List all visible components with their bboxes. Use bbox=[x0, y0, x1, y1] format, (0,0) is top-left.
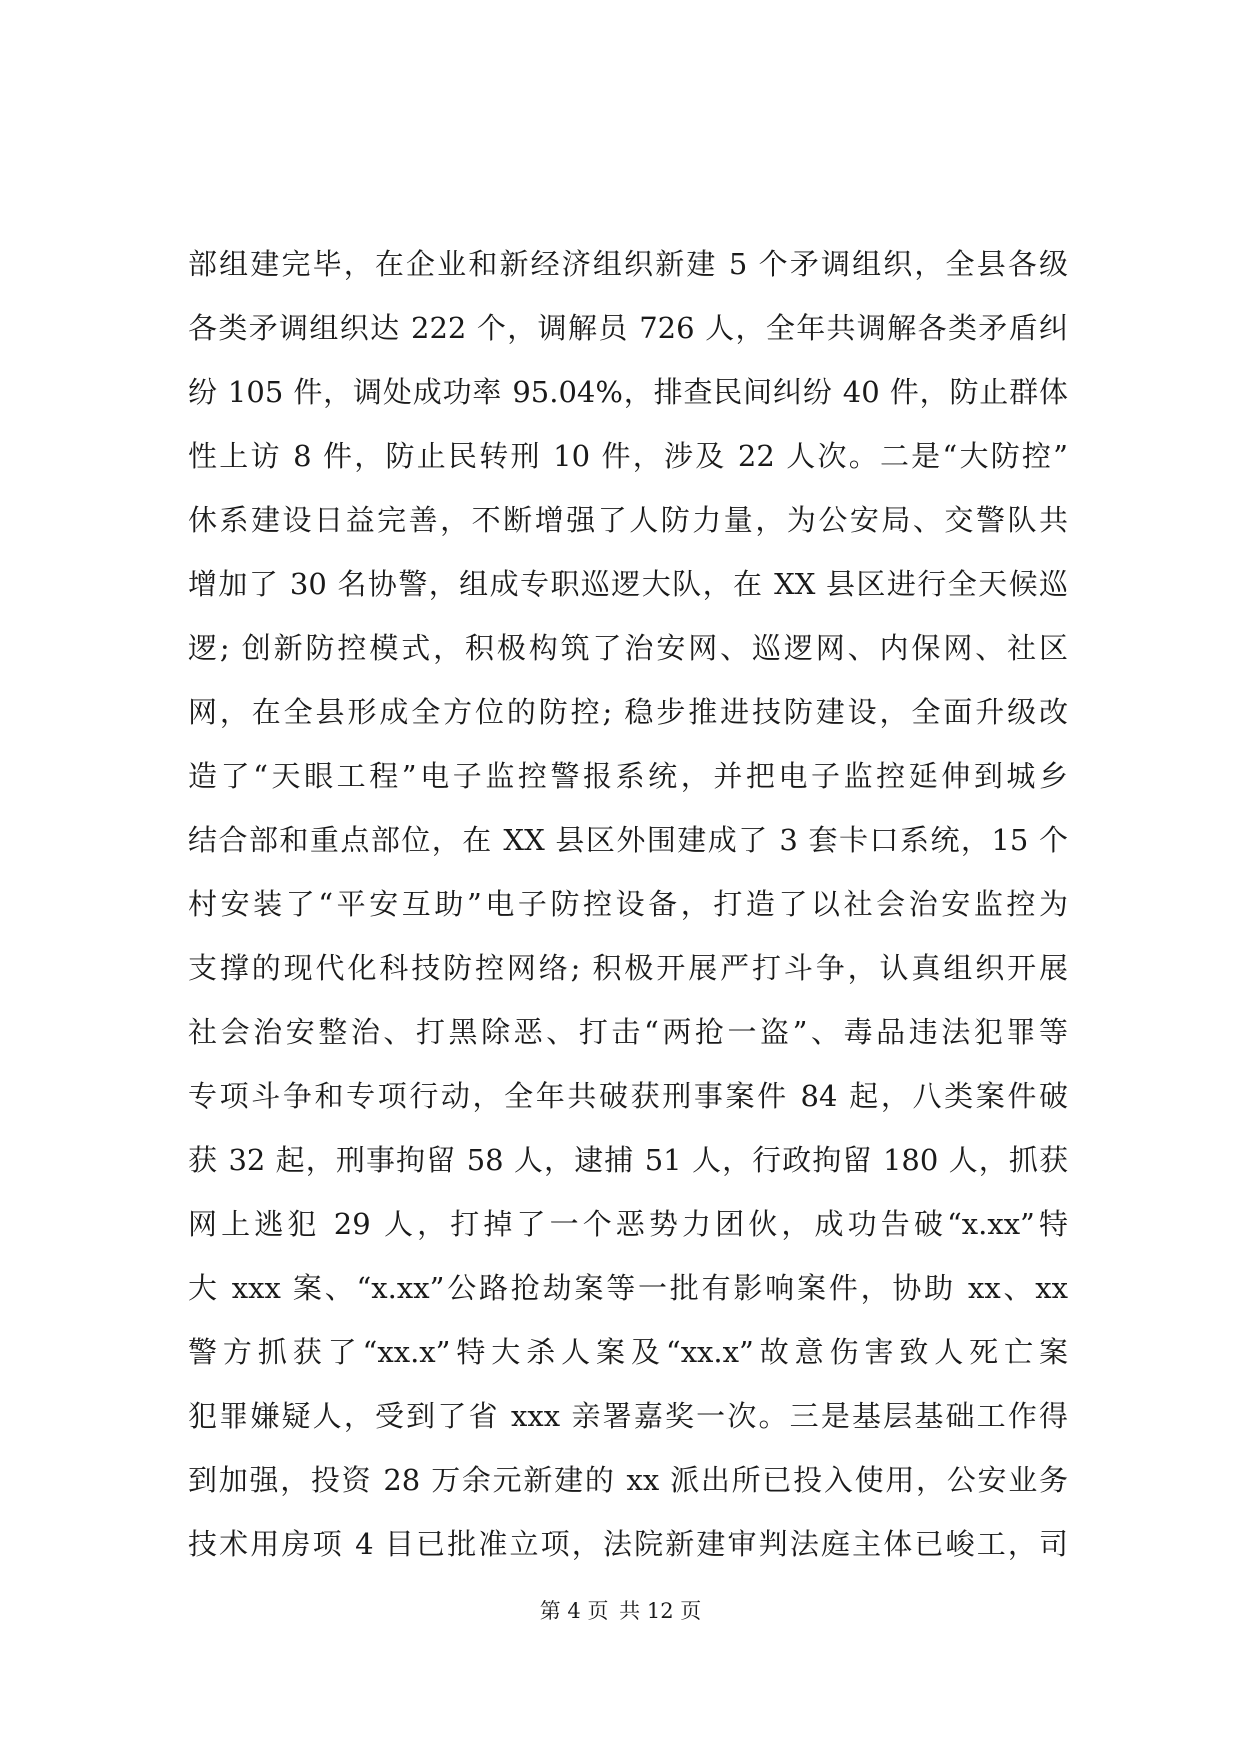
text-line: 性上访 8 件，防止民转刑 10 件，涉及 22 人次。二是“大防控” bbox=[188, 439, 1068, 473]
page-number: 第 4 页 bbox=[539, 1599, 609, 1623]
text-line: 各类矛调组织达 222 个，调解员 726 人，全年共调解各类矛盾纠 bbox=[188, 311, 1068, 345]
text-line: 结合部和重点部位，在 XX 县区外围建成了 3 套卡口系统，15 个 bbox=[188, 823, 1068, 857]
text-line: 获 32 起，刑事拘留 58 人，逮捕 51 人，行政拘留 180 人，抓获 bbox=[188, 1143, 1068, 1177]
text-line: 纷 105 件，调处成功率 95.04%，排查民间纠纷 40 件，防止群体 bbox=[188, 375, 1068, 409]
text-line: 休系建设日益完善，不断增强了人防力量，为公安局、交警队共 bbox=[188, 503, 1068, 537]
text-line: 到加强，投资 28 万余元新建的 xx 派出所已投入使用，公安业务 bbox=[188, 1463, 1068, 1497]
text-line: 犯罪嫌疑人，受到了省 xxx 亲署嘉奖一次。三是基层基础工作得 bbox=[188, 1399, 1068, 1433]
text-line: 网，在全县形成全方位的防控; 稳步推进技防建设，全面升级改 bbox=[188, 695, 1068, 729]
body-text bbox=[188, 232, 1068, 1576]
page-total: 共 12 页 bbox=[619, 1599, 702, 1623]
text-line: 增加了 30 名协警，组成专职巡逻大队，在 XX 县区进行全天候巡 bbox=[188, 567, 1068, 601]
text-line: 社会治安整治、打黑除恶、打击“两抢一盗”、毒品违法犯罪等 bbox=[188, 1015, 1068, 1049]
page-footer bbox=[0, 1596, 1241, 1626]
text-line: 警方抓获了“xx.x”特大杀人案及“xx.x”故意伤害致人死亡案 bbox=[188, 1335, 1068, 1369]
text-line: 部组建完毕，在企业和新经济组织新建 5 个矛调组织，全县各级 bbox=[188, 247, 1068, 281]
text-line: 大 xxx 案、“x.xx”公路抢劫案等一批有影响案件，协助 xx、xx bbox=[188, 1271, 1068, 1305]
text-line: 专项斗争和专项行动，全年共破获刑事案件 84 起，八类案件破 bbox=[188, 1079, 1068, 1113]
text-line: 技术用房项 4 目已批准立项，法院新建审判法庭主体已峻工，司 bbox=[188, 1527, 1068, 1561]
text-line: 造了“天眼工程”电子监控警报系统，并把电子监控延伸到城乡 bbox=[188, 759, 1068, 793]
text-line: 逻; 创新防控模式，积极构筑了治安网、巡逻网、内保网、社区 bbox=[188, 631, 1068, 665]
text-line: 村安装了“平安互助”电子防控设备，打造了以社会治安监控为 bbox=[188, 887, 1068, 921]
text-line: 支撑的现代化科技防控网络; 积极开展严打斗争，认真组织开展 bbox=[188, 951, 1068, 985]
text-line: 网上逃犯 29 人，打掉了一个恶势力团伙，成功告破“x.xx”特 bbox=[188, 1207, 1068, 1241]
